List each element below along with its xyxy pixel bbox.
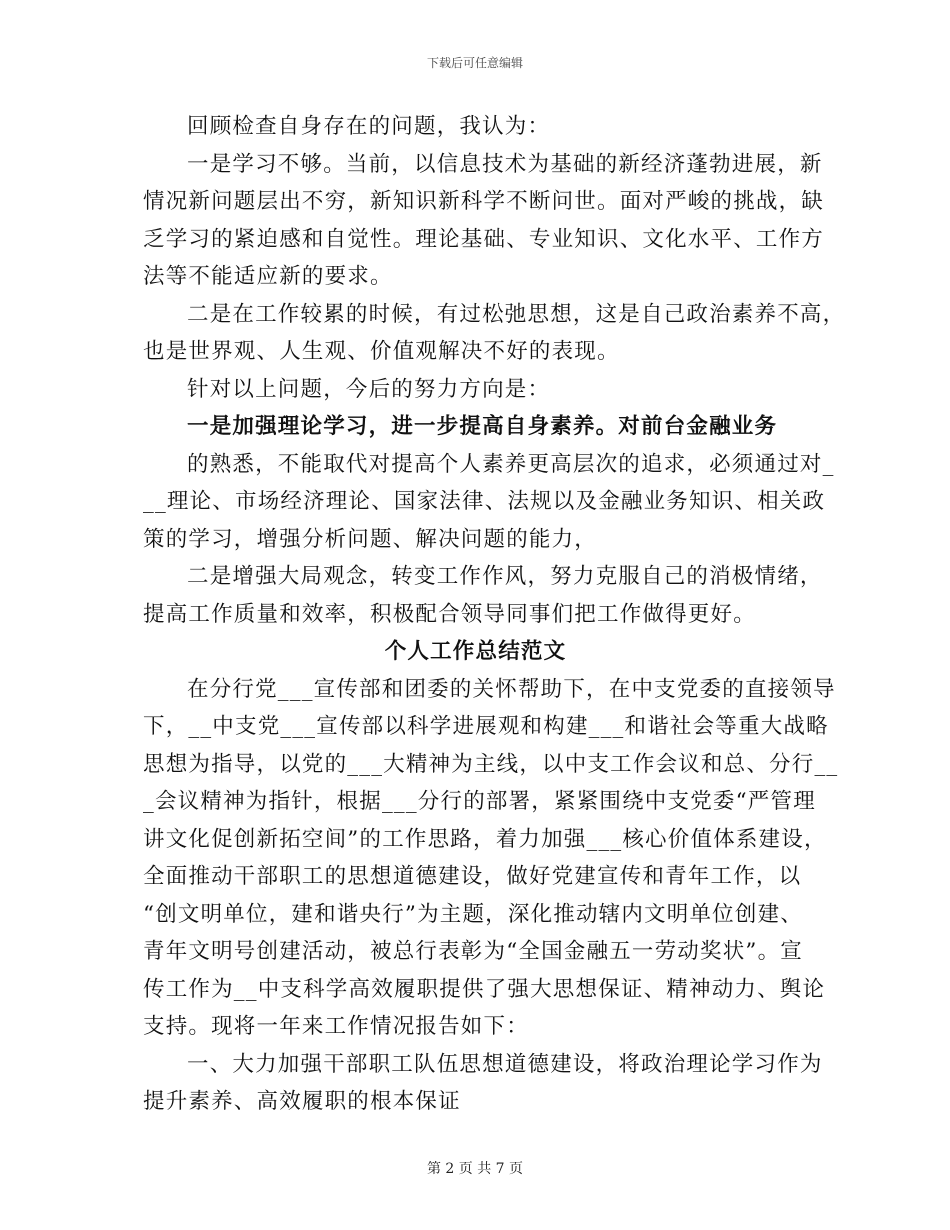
paragraph-line: 提升素养、高效履职的根本保证	[143, 1089, 461, 1114]
paragraph-line: 全面推动干部职工的思想道德建设，做好党建宣传和青年工作，以	[143, 864, 802, 889]
paragraph-line: 的熟悉，不能取代对提高个人素养更高层次的追求，必须通过对_	[187, 451, 835, 477]
paragraph-line: 一、大力加强干部职工队伍思想道德建设，将政治理论学习作为	[187, 1051, 823, 1077]
document-body	[143, 108, 846, 1121]
paragraph-line: 思想为指导，以党的___大精神为主线，以中支工作会议和总、分行__	[143, 751, 839, 777]
paragraph-line: 提高工作质量和效率，积极配合领导同事们把工作做得更好。	[143, 601, 756, 627]
paragraph-line: 也是世界观、人生观、价值观解决不好的表现。	[143, 339, 620, 364]
section-title: 个人工作总结范文	[384, 639, 567, 664]
paragraph-line: 下，__中支党___宣传部以科学进展观和构建___和谐社会等重大战略	[143, 714, 829, 739]
paragraph-line: 乏学习的紧迫感和自觉性。理论基础、专业知识、文化水平、工作方	[143, 226, 825, 252]
paragraph-line: 讲文化促创新拓空间”的工作思路，着力加强___核心价值体系建设，	[143, 826, 827, 852]
paragraph-line: 针对以上问题，今后的努力方向是：	[187, 376, 551, 402]
bold-heading-line: 一是加强理论学习，进一步提高自身素养。对前台金融业务	[187, 414, 778, 439]
page-header: 下载后可任意编辑	[426, 56, 523, 70]
paragraph-line: 策的学习，增强分析问题、解决问题的能力，	[143, 526, 598, 552]
paragraph-line: 情况新问题层出不穷，新知识新科学不断问世。面对严峻的挑战，缺	[143, 189, 825, 214]
paragraph-line: 二是在工作较累的时候，有过松弛思想，这是自己政治素养不高，	[187, 301, 846, 327]
paragraph-line: 传工作为__中支科学高效履职提供了强大思想保证、精神动力、舆论	[143, 976, 826, 1002]
paragraph-line: __理论、市场经济理论、国家法律、法规以及金融业务知识、相关政	[143, 489, 826, 514]
paragraph-line: 青年文明号创建活动，被总行表彰为“全国金融五一劳动奖状”。宣	[143, 939, 803, 964]
page-number-footer: 第 2 页 共 7 页	[426, 1161, 524, 1177]
paragraph-line: 回顾检查自身存在的问题，我认为：	[187, 114, 551, 139]
paragraph-line: 二是增强大局观念，转变工作作风，努力克服自己的消极情绪，	[187, 564, 823, 589]
paragraph-line: _会议精神为指针，根据___分行的部署，紧紧围绕中支党委“严管理	[143, 789, 816, 814]
paragraph-line: “创文明单位，建和谐央行”为主题，深化推动辖内文明单位创建、	[143, 901, 803, 927]
paragraph-line: 法等不能适应新的要求。	[143, 264, 393, 289]
paragraph-line: 支持。现将一年来工作情况报告如下：	[143, 1014, 529, 1039]
paragraph-line: 一是学习不够。当前，以信息技术为基础的新经济蓬勃进展，新	[187, 151, 823, 177]
paragraph-line: 在分行党___宣传部和团委的关怀帮助下，在中支党委的直接领导	[187, 676, 836, 702]
